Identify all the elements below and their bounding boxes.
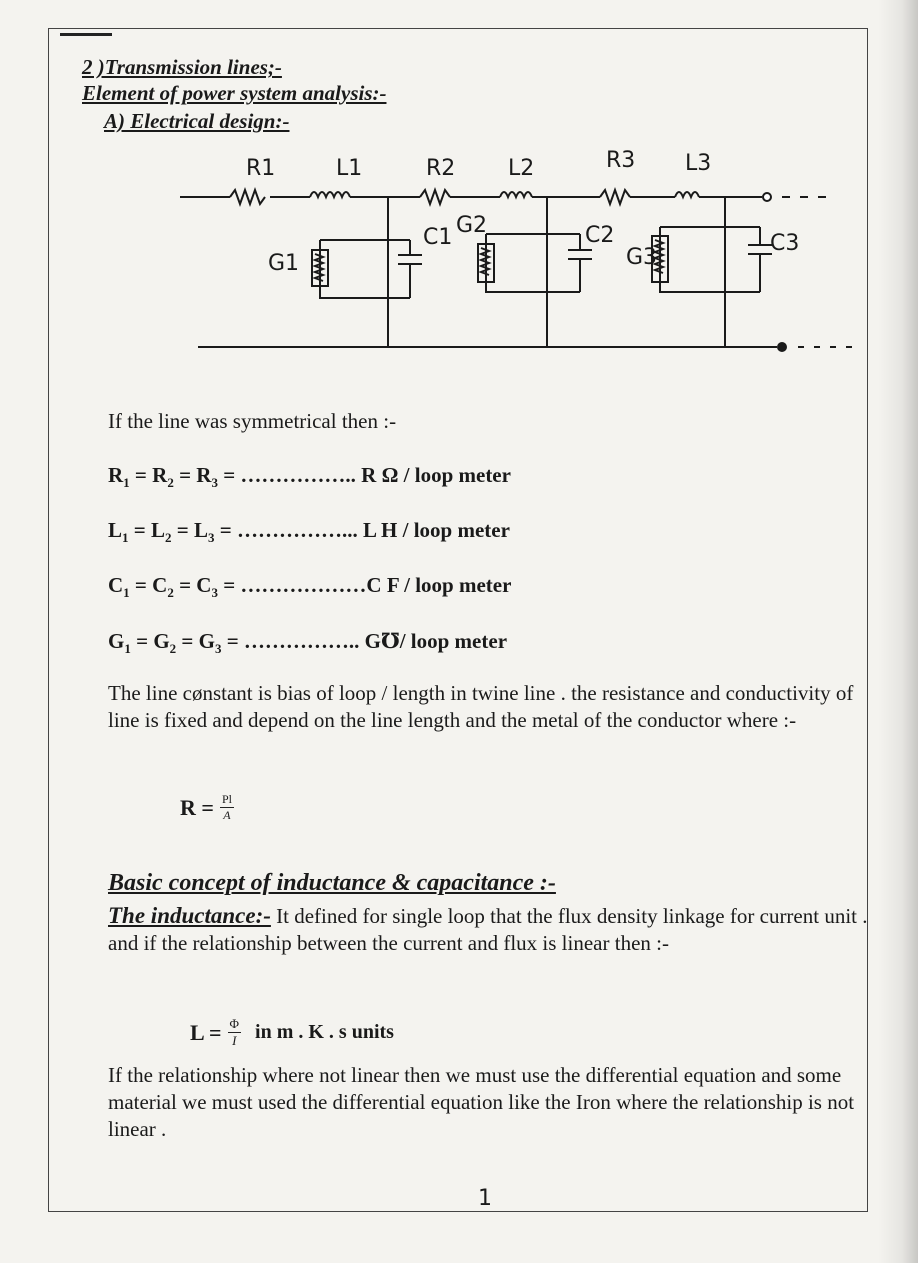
transmission-line-circuit	[170, 140, 860, 360]
label-g3: G3	[626, 245, 658, 270]
inductance-equation: $L_1 = L_2 = L_3$ = ……………... L H / loop meter	[108, 518, 510, 546]
page-number: 1	[478, 1186, 492, 1211]
resistance-formula: R = $\frac{Pl}{A}$	[180, 792, 232, 822]
label-l2: L2	[508, 156, 535, 181]
label-r1: R1	[246, 156, 276, 181]
subsection-title: Element of power system analysis:-	[82, 81, 387, 105]
inductance-paragraph: The inductance:- It defined for single loop that the flux density linkage for current unit . and if the relationship between the current and flux is linear then :-	[108, 903, 868, 955]
resistance-equation: $R_1 = R_2 = R_3$ = …………….. R Ω / loop meter	[108, 463, 511, 491]
line-constant-paragraph: The line cønstant is bias of loop / length in twine line . the resistance and conductivity of line is fixed and depend on the line length and the metal of the conductor where :-	[108, 681, 854, 732]
basic-concept-heading: Basic concept of inductance & capacitance :-	[108, 870, 556, 896]
label-r3: R3	[606, 148, 636, 173]
label-g1: G1	[268, 251, 300, 276]
label-c3: C3	[770, 231, 800, 256]
label-r2: R2	[426, 156, 456, 181]
conductance-equation: $G_1 = G_2 = G_3$ = …………….. G℧/ loop meter	[108, 629, 508, 657]
label-l3: L3	[685, 151, 712, 176]
symmetry-text: If the line was symmetrical then :-	[108, 409, 397, 433]
part-title: A) Electrical design:-	[104, 109, 290, 133]
section-title: 2 )Transmission lines;-	[82, 55, 282, 79]
label-c1: C1	[423, 225, 453, 250]
nonlinear-paragraph: If the relationship where not linear then we must use the differential equation and some material we must used the differential equation like the Iron where the relationship is not linear .	[108, 1063, 855, 1141]
label-l1: L1	[336, 156, 363, 181]
top-mark	[60, 33, 112, 36]
page-shadow	[878, 0, 918, 1263]
label-c2: C2	[585, 223, 615, 248]
capacitance-equation: $C_1 = C_2 = C_3$ = ………………C F / loop meter	[108, 573, 512, 601]
label-g2: G2	[456, 213, 488, 238]
inductance-formula: L = $\frac{\Phi}{I}$ in m . K . s units	[190, 1016, 394, 1048]
